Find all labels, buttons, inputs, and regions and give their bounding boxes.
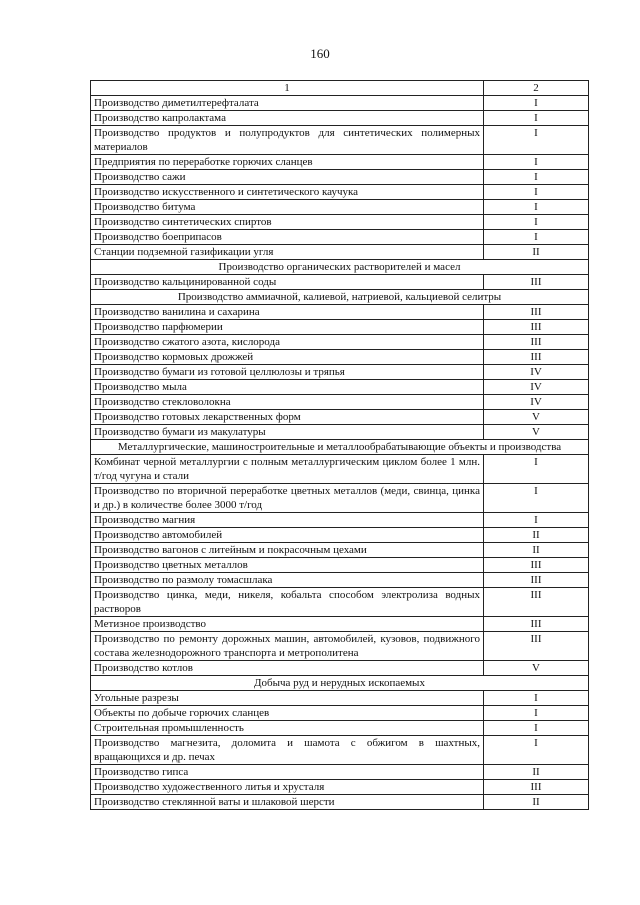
- table-row: [91, 275, 589, 290]
- production-name: Производство сажи: [91, 170, 484, 185]
- hazard-class: IV: [484, 380, 589, 395]
- hazard-class: I: [484, 200, 589, 215]
- table-row: [91, 543, 589, 558]
- classification-table: [90, 80, 589, 810]
- production-name: Производство магнезита, доломита и шамота с обжигом в шахтных, вращающихся и др. печах: [91, 736, 484, 765]
- table-row: [91, 588, 589, 617]
- hazard-class: I: [484, 513, 589, 528]
- table-row: [91, 245, 589, 260]
- production-name: Производство ванилина и сахарина: [91, 305, 484, 320]
- table-row: [91, 513, 589, 528]
- production-name: Производство бумаги из готовой целлюлозы и тряпья: [91, 365, 484, 380]
- production-name: Производство вагонов с литейным и покрасочным цехами: [91, 543, 484, 558]
- section-title: Производство аммиачной, калиевой, натриевой, кальциевой селитры: [91, 290, 589, 305]
- production-name: Производство по вторичной переработке цветных металлов (меди, свинца, цинка и др.) в количестве более 3000 т/год: [91, 484, 484, 513]
- section-row: [91, 440, 589, 455]
- production-name: Производство мыла: [91, 380, 484, 395]
- hazard-class: IV: [484, 395, 589, 410]
- production-name: Производство по размолу томасшлака: [91, 573, 484, 588]
- table-row: [91, 96, 589, 111]
- table-row: [91, 780, 589, 795]
- hazard-class: III: [484, 275, 589, 290]
- table-row: [91, 170, 589, 185]
- production-name: Производство сжатого азота, кислорода: [91, 335, 484, 350]
- table-row: [91, 573, 589, 588]
- column-header-1: 1: [91, 81, 484, 96]
- hazard-class: I: [484, 230, 589, 245]
- production-name: Строительная промышленность: [91, 721, 484, 736]
- hazard-class: I: [484, 736, 589, 765]
- hazard-class: III: [484, 588, 589, 617]
- production-name: Производство бумаги из макулатуры: [91, 425, 484, 440]
- page-number: 160: [310, 46, 330, 61]
- table-row: [91, 455, 589, 484]
- section-row: [91, 260, 589, 275]
- production-name: Производство цинка, меди, никеля, кобальта способом электролиза водных растворов: [91, 588, 484, 617]
- hazard-class: II: [484, 765, 589, 780]
- production-name: Производство парфюмерии: [91, 320, 484, 335]
- table-row: [91, 185, 589, 200]
- production-name: Производство продуктов и полупродуктов для синтетических полимерных материалов: [91, 126, 484, 155]
- hazard-class: I: [484, 721, 589, 736]
- hazard-class: I: [484, 691, 589, 706]
- hazard-class: III: [484, 558, 589, 573]
- table-row: [91, 691, 589, 706]
- table-row: [91, 484, 589, 513]
- hazard-class: II: [484, 543, 589, 558]
- production-name: Производство искусственного и синтетического каучука: [91, 185, 484, 200]
- table-row: [91, 765, 589, 780]
- hazard-class: II: [484, 245, 589, 260]
- hazard-class: I: [484, 484, 589, 513]
- production-name: Производство капролактама: [91, 111, 484, 126]
- production-name: Угольные разрезы: [91, 691, 484, 706]
- table-row: [91, 350, 589, 365]
- table-row: [91, 425, 589, 440]
- hazard-class: I: [484, 155, 589, 170]
- table-row: [91, 111, 589, 126]
- table-row: [91, 795, 589, 810]
- table-row: [91, 632, 589, 661]
- hazard-class: III: [484, 617, 589, 632]
- production-name: Производство битума: [91, 200, 484, 215]
- production-name: Производство синтетических спиртов: [91, 215, 484, 230]
- production-name: Производство готовых лекарственных форм: [91, 410, 484, 425]
- production-name: Производство кормовых дрожжей: [91, 350, 484, 365]
- hazard-class: III: [484, 335, 589, 350]
- hazard-class: III: [484, 573, 589, 588]
- hazard-class: V: [484, 410, 589, 425]
- hazard-class: I: [484, 185, 589, 200]
- table-row: [91, 305, 589, 320]
- table-row: [91, 215, 589, 230]
- production-name: Производство магния: [91, 513, 484, 528]
- hazard-class: IV: [484, 365, 589, 380]
- table-row: [91, 200, 589, 215]
- hazard-class: I: [484, 126, 589, 155]
- hazard-class: I: [484, 455, 589, 484]
- production-name: Производство стекловолокна: [91, 395, 484, 410]
- production-name: Объекты по добыче горючих сланцев: [91, 706, 484, 721]
- table-row: [91, 661, 589, 676]
- production-name: Производство гипса: [91, 765, 484, 780]
- hazard-class: III: [484, 780, 589, 795]
- production-name: Предприятия по переработке горючих сланцев: [91, 155, 484, 170]
- production-name: Производство котлов: [91, 661, 484, 676]
- table-row: [91, 230, 589, 245]
- hazard-class: I: [484, 706, 589, 721]
- hazard-class: III: [484, 632, 589, 661]
- hazard-class: V: [484, 661, 589, 676]
- production-name: Производство автомобилей: [91, 528, 484, 543]
- hazard-class: I: [484, 215, 589, 230]
- table-header-row: [91, 81, 589, 96]
- table-row: [91, 706, 589, 721]
- production-name: Производство по ремонту дорожных машин, автомобилей, кузовов, подвижного состава железнодорожного транспорта и метрополитена: [91, 632, 484, 661]
- table-row: [91, 320, 589, 335]
- hazard-class: III: [484, 305, 589, 320]
- table-row: [91, 617, 589, 632]
- table-row: [91, 380, 589, 395]
- production-name: Производство цветных металлов: [91, 558, 484, 573]
- table-row: [91, 395, 589, 410]
- table-row: [91, 558, 589, 573]
- hazard-class: I: [484, 111, 589, 126]
- production-name: Производство стеклянной ваты и шлаковой шерсти: [91, 795, 484, 810]
- table-row: [91, 410, 589, 425]
- section-title: Добыча руд и нерудных ископаемых: [91, 676, 589, 691]
- production-name: Метизное производство: [91, 617, 484, 632]
- table-row: [91, 736, 589, 765]
- table-row: [91, 528, 589, 543]
- section-title: Металлургические, машиностроительные и металлообрабатывающие объекты и производства: [91, 440, 589, 455]
- hazard-class: I: [484, 96, 589, 111]
- hazard-class: III: [484, 320, 589, 335]
- table-row: [91, 335, 589, 350]
- hazard-class: II: [484, 795, 589, 810]
- hazard-class: III: [484, 350, 589, 365]
- table-row: [91, 365, 589, 380]
- production-name: Производство художественного литья и хрусталя: [91, 780, 484, 795]
- production-name: Производство кальцинированной соды: [91, 275, 484, 290]
- production-name: Производство боеприпасов: [91, 230, 484, 245]
- production-name: Станции подземной газификации угля: [91, 245, 484, 260]
- hazard-class: I: [484, 170, 589, 185]
- table-row: [91, 721, 589, 736]
- hazard-class: V: [484, 425, 589, 440]
- production-name: Комбинат черной металлургии с полным металлургическим циклом более 1 млн. т/год чугуна и стали: [91, 455, 484, 484]
- section-row: [91, 676, 589, 691]
- section-row: [91, 290, 589, 305]
- section-title: Производство органических растворителей и масел: [91, 260, 589, 275]
- column-header-2: 2: [484, 81, 589, 96]
- table-row: [91, 126, 589, 155]
- table-row: [91, 155, 589, 170]
- production-name: Производство диметилтерефталата: [91, 96, 484, 111]
- hazard-class: II: [484, 528, 589, 543]
